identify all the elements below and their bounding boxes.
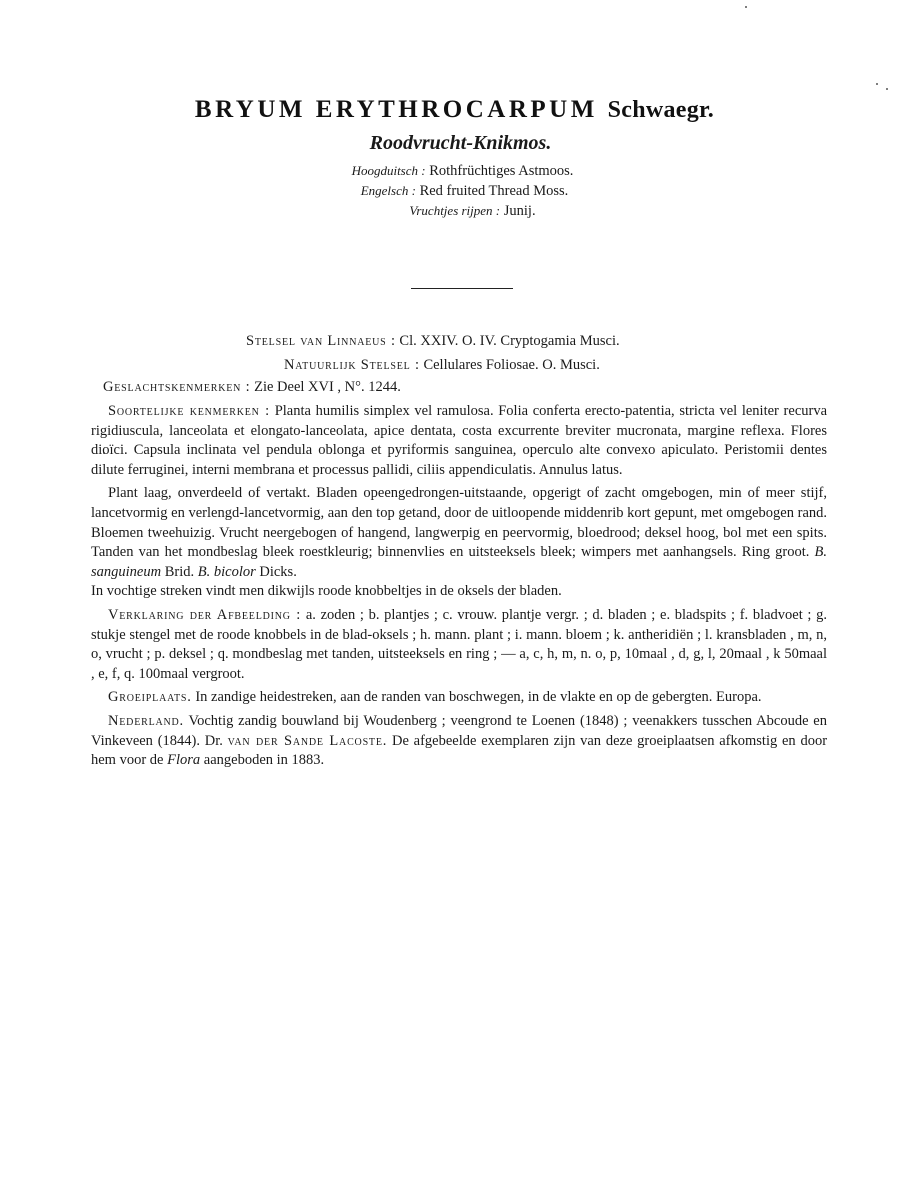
description-body [91,402,827,775]
netherlands-localities: Nederland. Vochtig zandig bouwland bij Woudenberg ; veengrond te Loenen (1848) ; veenakkers tusschen Abcoude en Vinkeveen (1844). Dr. van der Sande Lacoste. De afgebeelde exemplaren zijn van deze groeiplaatsen afkomstig en door hem voor de Flora aangeboden in 1883. [91,712,828,769]
german-name-line: Hoogduitsch : Rothfrüchtiges Astmoos. [351,163,574,179]
figure-explanation: Verklaring der Afbeelding : a. zoden ; b. plantjes ; c. vrouw. plantje vergr. ; d. bladen ; e. bladspits ; f. bladvoet ; g. stukje stengel met de roode knobbels in de blad-oksels ; h. mann. plant ; i. mann. bloem ; k. antheridiën ; l. kransbladen , m, n, o, vrucht ; p. deksel ; q. mondbeslag met tanden, uitsteeksels en ring ; — a, c, h, m, n. o, p, 10maal , d, g, l, 20maal , k 50maal , e, f, q. 100maal vergroot. [91,606,828,682]
species-name: BRYUM ERYTHROCARPUM [194,96,598,123]
linnaeus-line: Stelsel van Linnaeus : Cl. XXIV. O. IV. Cryptogamia Musci. [246,333,620,349]
species-marks-latin: Soortelijke kenmerken : Planta humilis simplex vel ramulosa. Folia conferta erecto-patentia, stricta vel leniter recurva rigidiuscula, lanceolata et elongato-lanceolata, apice dentata, costa excurrente breviter mucronata, margine reflexa. Flores dioïci. Capsula inclinata vel pendula oblonga et pyriformis sanguinea, operculo alte convexo apiculato. Peristomii dentes dilute ferruginei, interni membrana et processus pallidi, ciliis appendiculatis. Annulus latus. [91,403,828,478]
synonym-name: B. sanguineum [91,544,828,580]
species-author: Schwaegr. [607,97,715,123]
dutch-name: Roodvrucht-Knikmos. [369,132,552,154]
ripening-line: Vruchtjes rijpen : Junij. [409,203,536,219]
common-names [0,161,909,221]
scan-speck [876,83,878,85]
knobbles-note: In vochtige streken vindt men dikwijls roode knobbeltjes in de oksels der bladen. [91,583,562,600]
genus-marks-line: Geslachtskenmerken : Zie Deel XVI , N°. 1244. [103,379,401,395]
habitat: Groeiplaats. In zandige heidestreken, aan de randen van boschwegen, in de vlakte en op de gebergten. Europa. [108,689,762,706]
species-marks-dutch: Plant laag, onverdeeld of vertakt. Bladen opeengedrongen-uitstaande, opgerigt of zacht omgebogen, min of meer stijf, lancetvormig en verlengd-lancetvormig, aan den top getand, door de uitloopende middenrib kort gepunt, met omgebogen rand. Bloemen tweehuizig. Vrucht neergebogen of hangend, langwerpig en peervormig, bloedrood; deksel hoog, bol met een spits. Tanden van het mondbeslag bleek roestkleurig; binnenvlies en uitsteeksels bleek; wimpers met aanhangsels. Ring groot. B. sanguineum Brid. B. bicolor Dicks. In vochtige streken vindt men dikwijls roode knobbeltjes in de oksels der bladen. [91,485,828,600]
scan-speck [745,6,747,8]
natural-system-line: Natuurlijk Stelsel : Cellulares Foliosae. O. Musci. [284,357,600,373]
divider-rule [411,288,513,289]
title-block [0,96,909,221]
synonym-name: B. bicolor [197,563,256,580]
english-name-line: Engelsch : Red fruited Thread Moss. [360,183,569,199]
scan-speck [886,88,888,90]
page-title [0,96,909,124]
